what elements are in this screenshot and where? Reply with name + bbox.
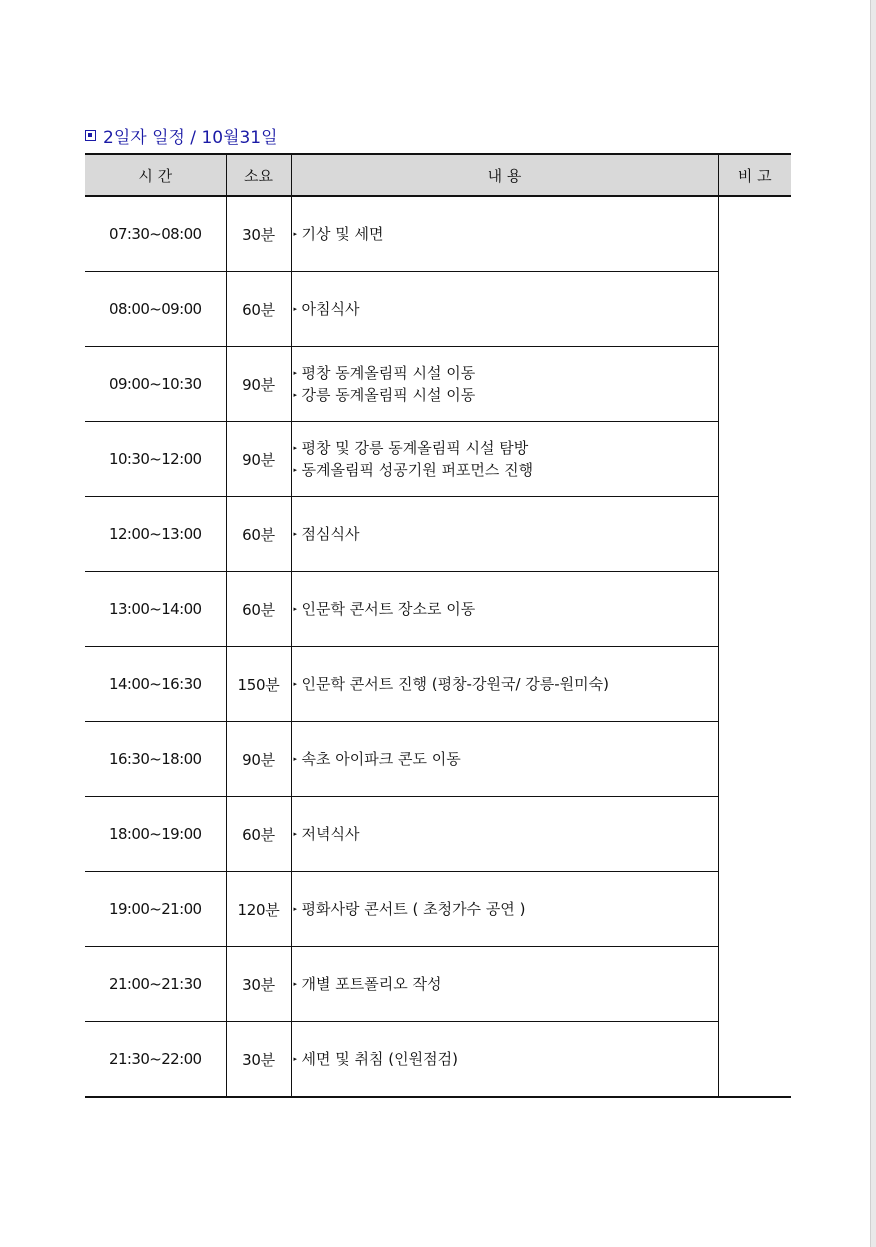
time-cell: 10:30~12:00 [85,422,226,497]
content-line [294,898,718,920]
table-row [85,947,791,1022]
duration-cell: 60분 [226,497,291,572]
content-cell [291,272,718,347]
content-text: 인문학 콘서트 진행 (평창-강원국/ 강릉-원미숙) [301,675,609,693]
duration-cell: 120분 [226,872,291,947]
time-cell: 19:00~21:00 [85,872,226,947]
table-row [85,196,791,272]
section-title-text: 2일자 일정 / 10월31일 [103,127,278,148]
table-row [85,422,791,497]
content-text: 속초 아이파크 콘도 이동 [301,750,461,768]
duration-cell: 60분 [226,797,291,872]
time-cell: 09:00~10:30 [85,347,226,422]
content-text: 개별 포트폴리오 작성 [301,975,442,993]
time-cell: 21:30~22:00 [85,1022,226,1098]
triangle-bullet-icon: ▸ [293,979,298,988]
content-cell [291,422,718,497]
triangle-bullet-icon: ▸ [293,229,298,238]
duration-cell: 90분 [226,347,291,422]
triangle-bullet-icon: ▸ [293,368,298,377]
time-cell: 21:00~21:30 [85,947,226,1022]
content-cell [291,572,718,647]
content-cell [291,347,718,422]
duration-cell: 150분 [226,647,291,722]
triangle-bullet-icon: ▸ [293,304,298,313]
table-row [85,722,791,797]
duration-cell: 90분 [226,722,291,797]
content-text: 점심식사 [301,525,360,543]
time-cell: 16:30~18:00 [85,722,226,797]
content-cell [291,722,718,797]
table-row [85,572,791,647]
duration-cell: 30분 [226,947,291,1022]
triangle-bullet-icon: ▸ [293,529,298,538]
table-row [85,797,791,872]
content-cell [291,497,718,572]
schedule-body [85,196,791,1097]
content-line [294,384,718,406]
triangle-bullet-icon: ▸ [293,754,298,763]
content-line [294,598,718,620]
header-note: 비 고 [718,154,791,196]
schedule-table [85,153,791,1098]
content-line [294,298,718,320]
time-cell: 08:00~09:00 [85,272,226,347]
triangle-bullet-icon: ▸ [293,904,298,913]
content-cell [291,196,718,272]
triangle-bullet-icon: ▸ [293,390,298,399]
content-line [294,523,718,545]
content-text: 인문학 콘서트 장소로 이동 [301,600,476,618]
content-text: 세면 및 취침 (인원점검) [301,1050,458,1068]
content-cell [291,1022,718,1098]
content-line [294,973,718,995]
content-text: 아침식사 [301,300,360,318]
duration-cell: 30분 [226,196,291,272]
header-content: 내 용 [291,154,718,196]
content-line [294,437,718,459]
square-bullet-icon [85,130,96,141]
section-title [85,122,278,148]
table-row [85,347,791,422]
note-cell [718,196,791,1097]
triangle-bullet-icon: ▸ [293,443,298,452]
content-text: 동계올림픽 성공기원 퍼포먼스 진행 [301,461,534,479]
time-cell: 18:00~19:00 [85,797,226,872]
table-row [85,497,791,572]
content-text: 평창 동계올림픽 시설 이동 [301,364,476,382]
content-text: 저녁식사 [301,825,360,843]
duration-cell: 90분 [226,422,291,497]
content-line [294,459,718,481]
content-text: 강릉 동계올림픽 시설 이동 [301,386,476,404]
header-time: 시 간 [85,154,226,196]
triangle-bullet-icon: ▸ [293,604,298,613]
page-edge [870,0,876,1247]
table-row [85,647,791,722]
table-header-row [85,154,791,196]
content-cell [291,647,718,722]
table-row [85,872,791,947]
content-cell [291,797,718,872]
content-line [294,748,718,770]
time-cell: 14:00~16:30 [85,647,226,722]
triangle-bullet-icon: ▸ [293,679,298,688]
header-duration: 소요 [226,154,291,196]
time-cell: 12:00~13:00 [85,497,226,572]
triangle-bullet-icon: ▸ [293,1054,298,1063]
triangle-bullet-icon: ▸ [293,829,298,838]
content-text: 평화사랑 콘서트 ( 초청가수 공연 ) [301,900,526,918]
duration-cell: 60분 [226,572,291,647]
content-text: 평창 및 강릉 동계올림픽 시설 탐방 [301,439,529,457]
time-cell: 07:30~08:00 [85,196,226,272]
triangle-bullet-icon: ▸ [293,465,298,474]
duration-cell: 60분 [226,272,291,347]
table-row [85,1022,791,1098]
content-text: 기상 및 세면 [301,225,384,243]
content-cell [291,947,718,1022]
content-line [294,223,718,245]
duration-cell: 30분 [226,1022,291,1098]
time-cell: 13:00~14:00 [85,572,226,647]
content-cell [291,872,718,947]
content-line [294,823,718,845]
content-line [294,1048,718,1070]
content-line [294,673,718,695]
table-row [85,272,791,347]
content-line [294,362,718,384]
